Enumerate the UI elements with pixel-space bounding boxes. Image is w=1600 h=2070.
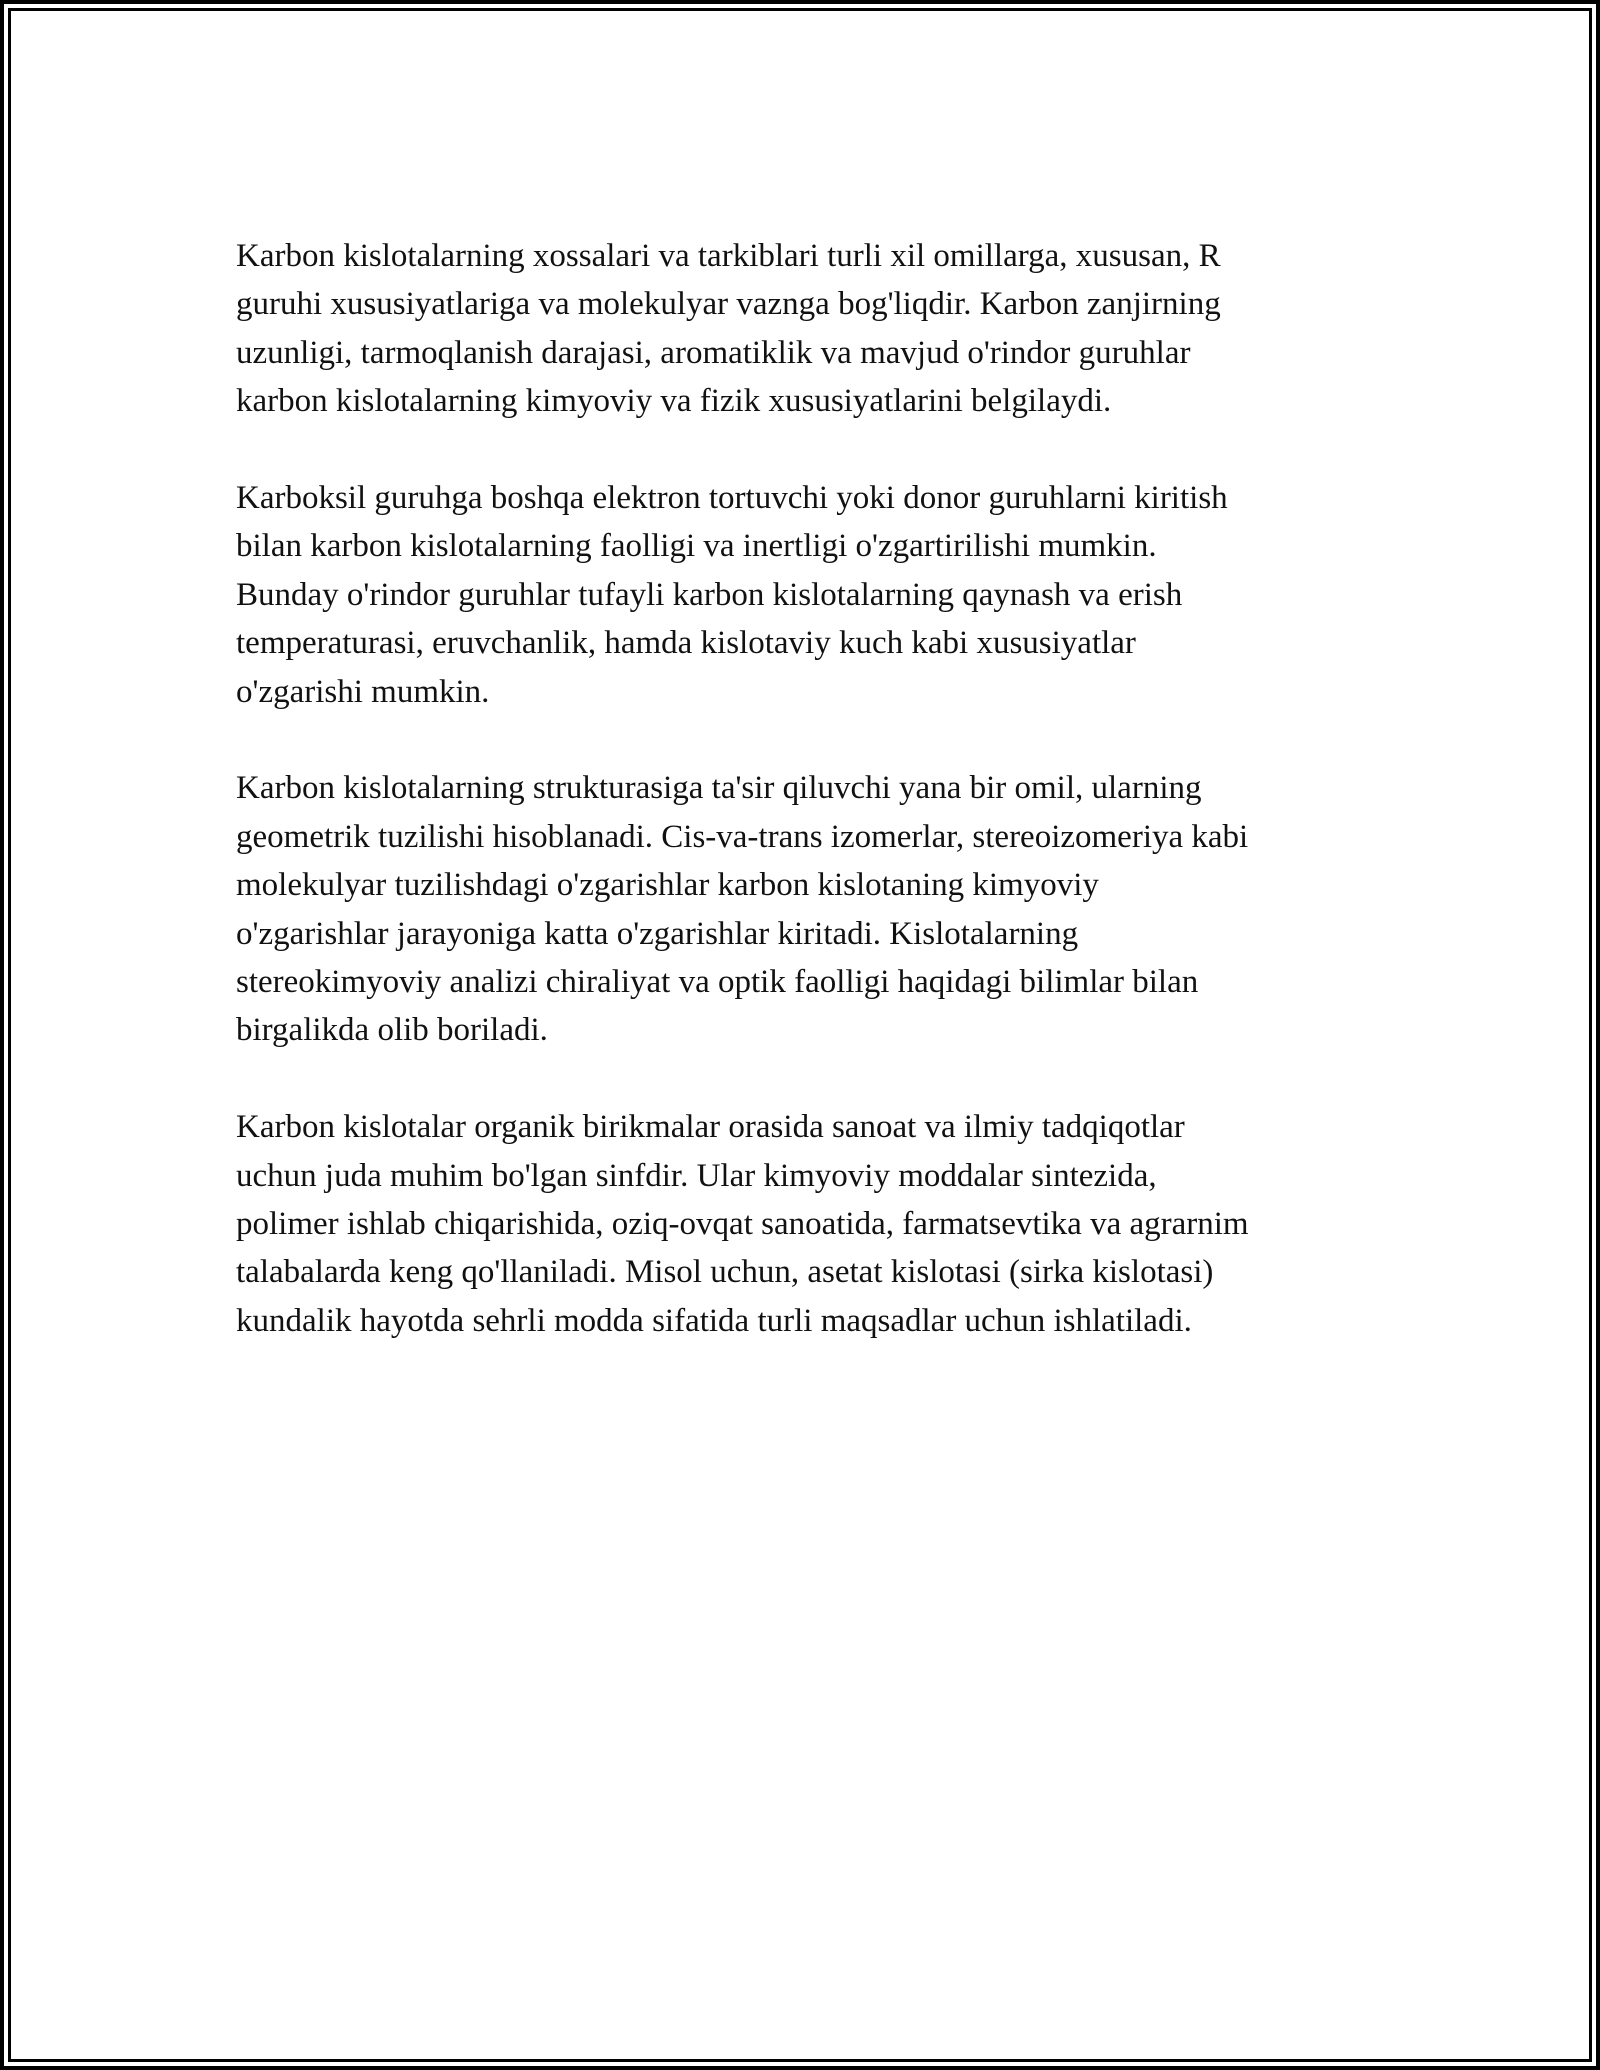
paragraph-line: o'zgarishi mumkin. (236, 673, 490, 710)
paragraph-line: Karbon kislotalarning xossalari va tarkiblari turli xil omillarga, xususan, R (236, 238, 1221, 274)
paragraph-line: Karboksil guruhga boshqa elektron tortuvchi yoki donor guruhlarni kiritish (236, 480, 1228, 517)
paragraph-line: birgalikda olib boriladi. (236, 1012, 548, 1049)
paragraph-line: polimer ishlab chiqarishida, oziq-ovqat sanoatida, farmatsevtika va agrarnim (236, 1206, 1249, 1243)
paragraph-line: stereokimyoviy analizi chiraliyat va optik faolligi haqidagi bilimlar bilan (236, 964, 1199, 1001)
paragraph-4 (236, 1103, 1396, 1345)
paragraph-line: uchun juda muhim bo'lgan sinfdir. Ular kimyoviy moddalar sintezida, (236, 1157, 1157, 1194)
paragraph-line: o'zgarishlar jarayoniga katta o'zgarishlar kiritadi. Kislotalarning (236, 915, 1079, 952)
paragraph-line: temperaturasi, eruvchanlik, hamda kislotaviy kuch kabi xususiyatlar (236, 625, 1136, 662)
paragraph-3 (236, 764, 1396, 1054)
paragraph-line: talabalarda keng qo'llaniladi. Misol uchun, asetat kislotasi (sirka kislotasi) (236, 1254, 1214, 1291)
paragraph-line: karbon kislotalarning kimyoviy va fizik xususiyatlarini belgilaydi. (236, 383, 1112, 420)
paragraph-line: Karbon kislotalarning strukturasiga ta'sir qiluvchi yana bir omil, ularning (236, 770, 1202, 807)
paragraph-1 (236, 232, 1396, 426)
document-body (236, 232, 1396, 1394)
paragraph-line: uzunligi, tarmoqlanish darajasi, aromatiklik va mavjud o'rindor guruhlar (236, 334, 1191, 371)
paragraph-line: Bunday o'rindor guruhlar tufayli karbon kislotalarning qaynash va erish (236, 576, 1183, 613)
paragraph-line: bilan karbon kislotalarning faolligi va inertligi o'zgartirilishi mumkin. (236, 528, 1157, 565)
paragraph-2 (236, 474, 1396, 716)
paragraph-line: guruhi xususiyatlariga va molekulyar vaznga bog'liqdir. Karbon zanjirning (236, 286, 1221, 323)
paragraph-line: kundalik hayotda sehrli modda sifatida turli maqsadlar uchun ishlatiladi. (236, 1302, 1192, 1339)
paragraph-line: geometrik tuzilishi hisoblanadi. Cis-va-trans izomerlar, stereoizomeriya kabi (236, 818, 1249, 855)
paragraph-line: molekulyar tuzilishdagi o'zgarishlar karbon kislotaning kimyoviy (236, 867, 1099, 904)
paragraph-line: Karbon kislotalar organik birikmalar orasida sanoat va ilmiy tadqiqotlar (236, 1109, 1185, 1146)
